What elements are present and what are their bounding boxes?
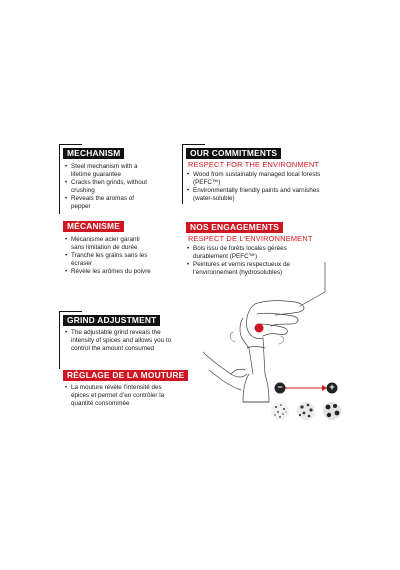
list-item: • Mécanisme acier garanti sans limitation de durée <box>65 236 151 252</box>
list-item: • Tranche les grains sans les écraser <box>65 252 151 268</box>
mechanism-list <box>65 163 151 210</box>
grind-adjust-knob-marker <box>255 324 264 333</box>
list-item: • La mouture révèle l’intensité des épices et permet d’en contrôler la quantité consommée <box>65 384 180 408</box>
list-item: • Peintures et vernis respectueux de l’environnement (hydrosolubles) <box>187 261 317 277</box>
list-item: • Environmentally friendly paints and varnishes (water-soluble) <box>187 187 327 203</box>
reglage-heading: RÉGLAGE DE LA MOUTURE <box>63 370 188 381</box>
list-item: • Steel mechanism with a lifetime guarantee <box>65 163 151 179</box>
commitments-frame-line <box>182 144 183 204</box>
mecanisme-heading: MÉCANISME <box>63 221 124 232</box>
list-item: • Wood from sustainably managed local forests (PEFC™) <box>187 171 327 187</box>
list-item: • Bois issu de forêts locales gérées durablement (PEFC™) <box>187 245 317 261</box>
grind-heading: GRIND ADJUSTMENT <box>63 315 160 326</box>
grind-scale-plus: + <box>329 382 335 392</box>
mechanism-heading: MECHANISM <box>63 148 124 159</box>
commitments-list <box>187 171 327 203</box>
grind-scale-minus: − <box>277 382 283 392</box>
grind-list <box>65 329 180 353</box>
engagements-heading: NOS ENGAGEMENTS <box>186 222 283 233</box>
grind-frame-line <box>59 311 60 369</box>
list-item: • The adjustable grind reveals the intensity of spices and allows you to control the amount consumed <box>65 329 180 353</box>
mecanisme-list <box>65 236 151 276</box>
commitments-heading: OUR COMMITMENTS <box>186 148 281 159</box>
list-item: • Révèle les arômes du poivre <box>65 268 151 276</box>
list-item: • Cracks then grinds, without crushing <box>65 179 151 195</box>
list-item: • Reveals the aromas of pepper <box>65 195 151 211</box>
commitments-subtitle: RESPECT FOR THE ENVIRONMENT <box>188 160 320 169</box>
engagements-subtitle: RESPECT DE L’ENVIRONNEMENT <box>188 234 313 243</box>
reglage-list <box>65 384 180 408</box>
mechanism-frame-line <box>59 144 60 214</box>
